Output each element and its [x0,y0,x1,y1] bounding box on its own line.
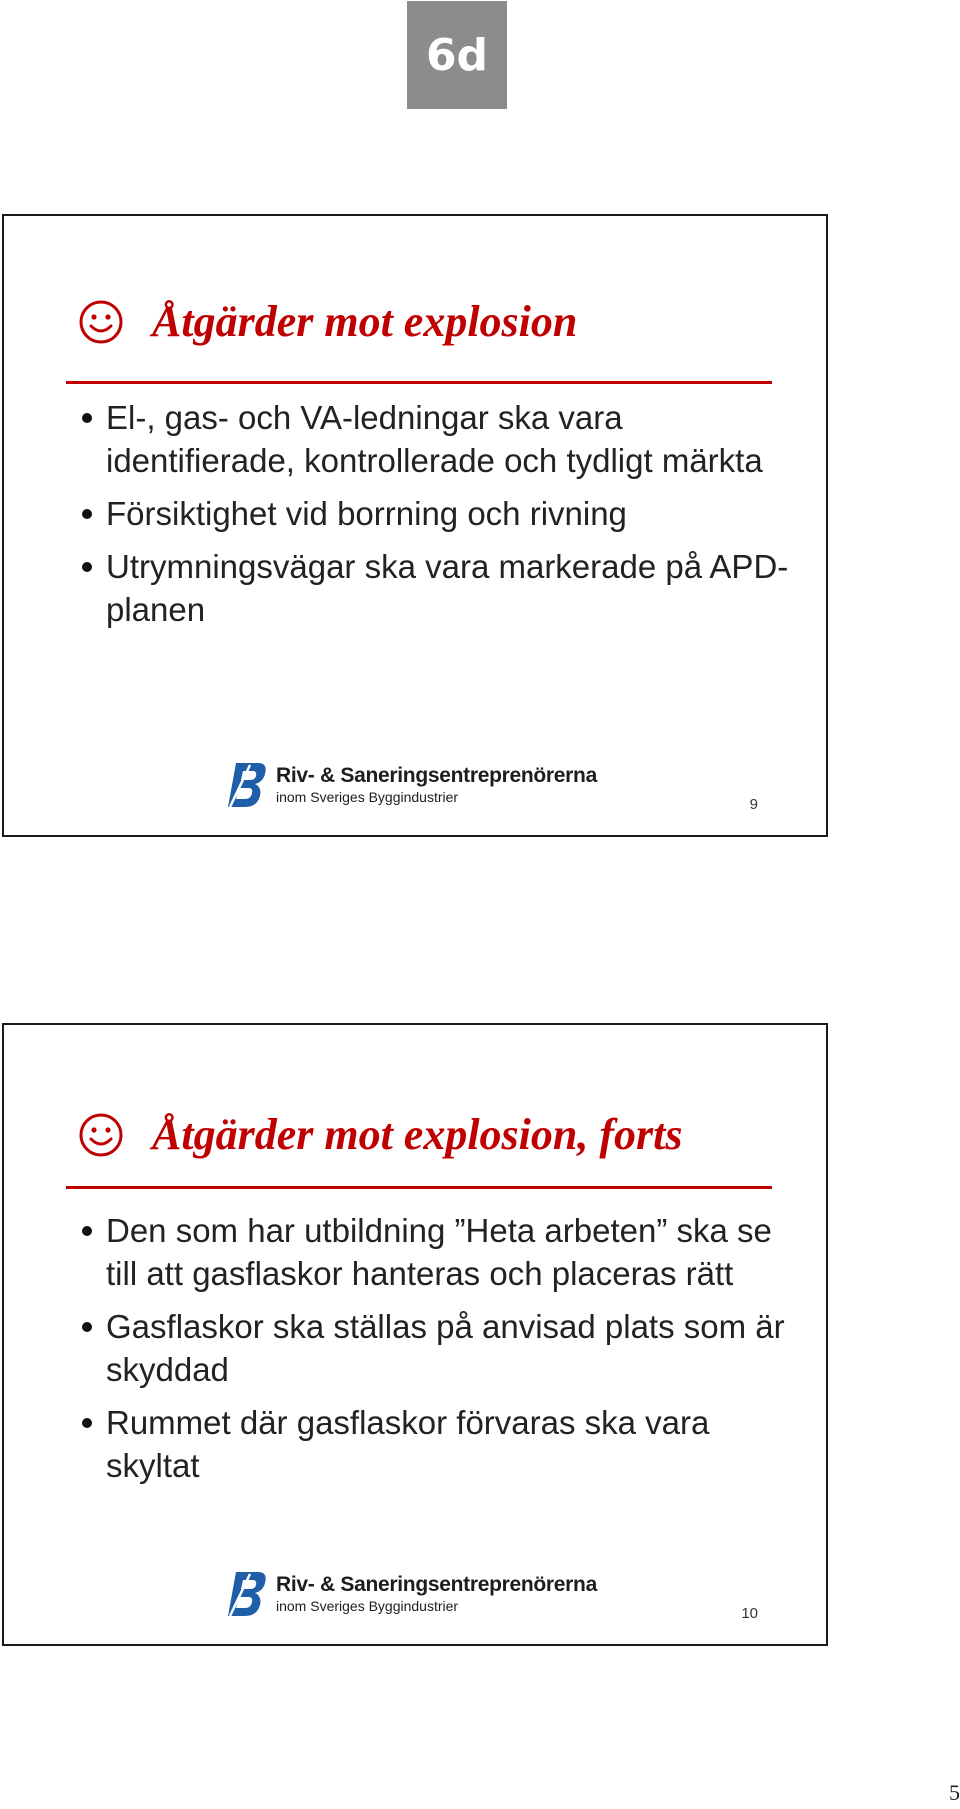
section-tab: 6d [407,1,507,109]
logo-mark-icon [228,761,268,809]
slide-title-row [78,296,577,347]
logo-name: Riv- & Saneringsentreprenörerna [276,1573,597,1597]
smiley-icon [78,1112,124,1158]
organization-logo [228,761,597,809]
slide-title: Åtgärder mot explosion [152,297,578,346]
title-divider [66,1186,772,1189]
bullet-icon [82,1322,92,1332]
bullet-icon [82,1226,92,1236]
slide-number: 10 [741,1605,758,1622]
list-item: Den som har utbildning ”Heta arbeten” ska se till att gasflaskor hanteras och placeras rätt [82,1209,802,1295]
organization-logo [228,1570,597,1618]
bullet-icon [82,413,92,423]
list-item: Gasflaskor ska ställas på anvisad plats som är skyddad [82,1305,802,1391]
slide-title: Åtgärder mot explosion, forts [152,1110,683,1159]
smiley-icon [78,299,124,345]
logo-subtitle: inom Sveriges Byggindustrier [276,789,459,806]
logo-subtitle: inom Sveriges Byggindustrier [276,1598,459,1615]
slide-10 [2,1023,828,1646]
list-item: Försiktighet vid borrning och rivning [82,492,802,535]
bullet-icon [82,562,92,572]
list-item: El-, gas- och VA-ledningar ska vara identifierade, kontrollerade och tydligt märkta [82,396,802,482]
bullet-icon [82,509,92,519]
logo-name: Riv- & Saneringsentreprenörerna [276,764,597,788]
bullet-icon [82,1418,92,1428]
slide-9 [2,214,828,837]
title-divider [66,381,772,384]
bullet-list [82,396,802,641]
slide-title-row [78,1109,683,1160]
logo-mark-icon [228,1570,268,1618]
slide-number: 9 [749,796,758,813]
bullet-list [82,1209,802,1497]
page-number: 5 [949,1780,960,1805]
list-item: Rummet där gasflaskor förvaras ska vara skyltat [82,1401,802,1487]
list-item: Utrymningsvägar ska vara markerade på APD-planen [82,545,802,631]
